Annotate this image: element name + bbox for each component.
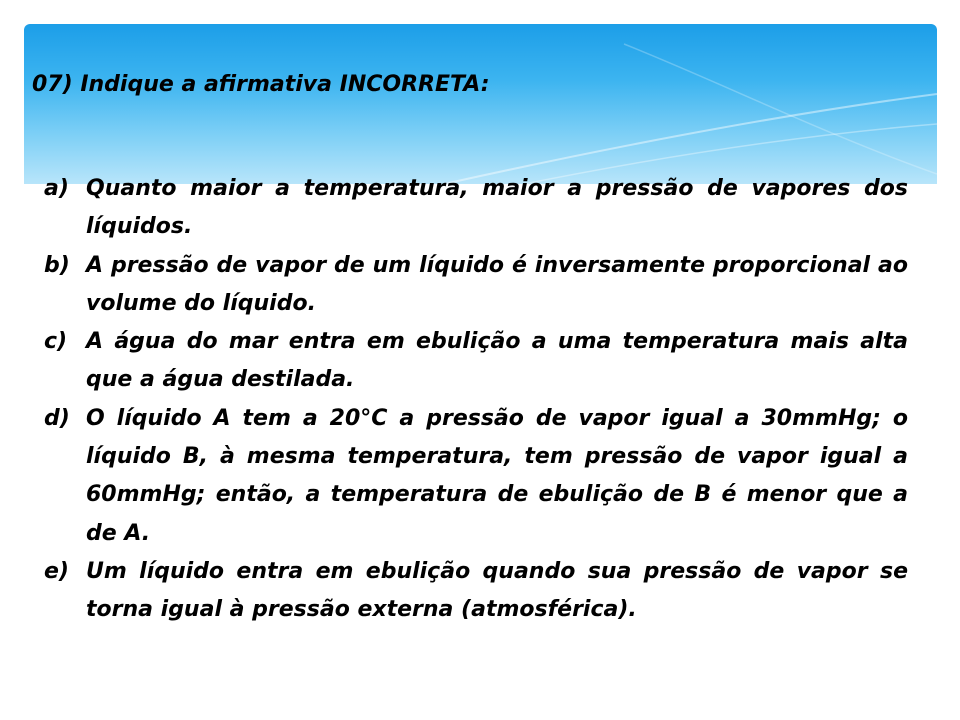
- answer-option-a: [44, 170, 908, 247]
- answer-text: Um líquido entra em ebulição quando sua pressão de vapor se torna igual à pressão externa (atmosférica).: [86, 558, 908, 623]
- answer-letter: c): [44, 329, 68, 355]
- header-swoosh-decoration: [24, 24, 937, 184]
- answer-letter: a): [44, 176, 69, 201]
- answer-text: A pressão de vapor de um líquido é inversamente proporcional ao volume do líquido.: [86, 252, 908, 316]
- answer-text: O líquido A tem a 20°C a pressão de vapor igual a 30mmHg; o líquido B, à mesma temperatura, tem pressão de vapor igual a 60mmHg; então, a temperatura de ebulição de B é menor que a de A.: [86, 405, 908, 546]
- answer-letter: e): [44, 558, 69, 584]
- answer-letter: d): [44, 405, 70, 431]
- question-title: 07) Indique a afirmativa INCORRETA:: [32, 72, 490, 97]
- slide-header-banner: [24, 24, 937, 184]
- answer-text: Quanto maior a temperatura, maior a pressão de vapores dos líquidos.: [86, 176, 908, 240]
- answer-option-d: [44, 400, 908, 553]
- answer-option-b: [44, 247, 908, 324]
- answer-list: [44, 170, 908, 630]
- answer-text: A água do mar entra em ebulição a uma temperatura mais alta que a água destilada.: [86, 329, 908, 393]
- answer-option-e: [44, 553, 908, 630]
- answer-option-c: [44, 323, 908, 400]
- answer-letter: b): [44, 252, 70, 278]
